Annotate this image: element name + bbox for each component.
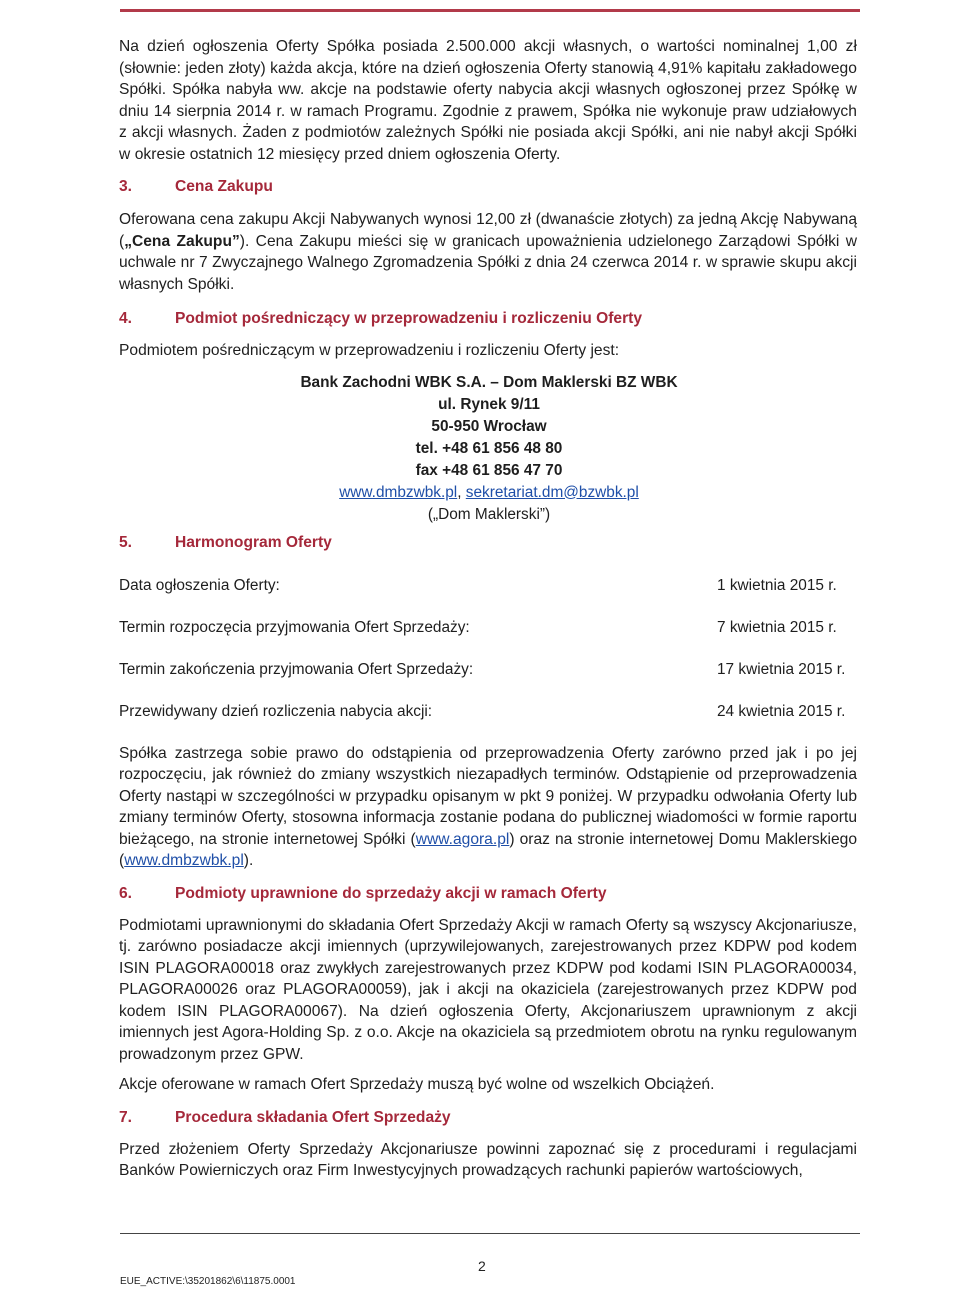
section-title: Podmiot pośredniczący w przeprowadzeniu i rozliczeniu Oferty: [175, 310, 643, 327]
top-rule: [120, 9, 860, 12]
text-run: Spółka zastrzega sobie prawo do odstąpienia od przeprowadzenia Oferty zarówno przed jak i po jej rozpoczęciu, jak również do zmiany wszystkich niezapadłych terminów. Odstąpienie od przeprowadzenia Oferty nastąpi w szczególności w przypadku opisanym w pkt 9 poniżej. W przypadku odwołania Oferty lub zmiany terminów Oferty, stosowna informacja zostanie podana do publicznej wiadomości w formie raportu bieżącego, na stronie internetowej Spółki (: [119, 744, 857, 848]
text-run: ).: [243, 852, 254, 869]
section-6-paragraph: Podmiotami uprawnionymi do składania Ofert Sprzedaży Akcji w ramach Oferty są wszyscy Akcjonariusze, tj. zarówno posiadacze akcji imiennych (uprzywilejowanych, zarejestrowanych przez KDPW pod kodem ISIN PLAGORA00018 oraz zwykłych zarejestrowanych przez KDPW pod kodami ISIN PLAGORA00034, PLAGORA00026 oraz PLAGORA00059), jak i akcji na okaziciela (zarejestrowanych przez KDPW pod kodem ISIN PLAGORA00067). Na dzień ogłoszenia Oferty, Akcjonariuszem uprawnionym z akcji imiennych jest Agora-Holding Sp. z o.o. Akcje na okaziciela są przedmiotem obrotu na rynku regulowanym prowadzonym przez GPW.: [119, 916, 857, 1063]
section-7-paragraph: Przed złożeniem Oferty Sprzedaży Akcjonariusze powinni zapoznać się z procedurami i regulacjami Banków Powierniczych oraz Firm Inwestycyjnych prowadzących rachunki papierów wartościowych,: [119, 1140, 857, 1179]
broker-address: [299, 372, 679, 526]
broker-name: Bank Zachodni WBK S.A. – Dom Maklerski BZ WBK: [300, 373, 678, 391]
intro-paragraph: Na dzień ogłoszenia Oferty Spółka posiada 2.500.000 akcji własnych, o wartości nominalnej 1,00 zł (słownie: jeden złoty) każda akcja, które na dzień ogłoszenia Oferty stanowią 4,91% kapitału zakładowego Spółki. Spółka nabyła ww. akcje na podstawie oferty nabycia akcji własnych ogłoszonej przez Spółkę w dniu 14 sierpnia 2014 r. w ramach Programu. Zgodnie z prawem, Spółka nie wykonuje praw udziałowych z akcji własnych. Żaden z podmiotów zależnych Spółki nie posiada akcji Spółki, ani nie nabył akcji Spółki w okresie ostatnich 12 miesięcy przed dniem ogłoszenia Oferty.: [119, 38, 857, 163]
section-4-heading: [119, 308, 857, 330]
schedule-date: 7 kwietnia 2015 r.: [717, 618, 837, 636]
schedule-label: Data ogłoszenia Oferty:: [119, 576, 280, 594]
separator: ,: [457, 483, 466, 501]
section-number: 4.: [119, 310, 133, 327]
section-4-paragraph: Podmiotem pośredniczącym w przeprowadzeniu i rozliczeniu Oferty jest:: [119, 342, 620, 359]
defined-term: „Cena Zakupu”: [124, 232, 240, 250]
section-3-paragraph: [119, 209, 857, 295]
broker-street: ul. Rynek 9/11: [438, 395, 540, 413]
section-title: Podmioty uprawnione do sprzedaży akcji w ramach Oferty: [175, 884, 607, 902]
agora-website-link[interactable]: www.agora.pl: [415, 830, 510, 848]
broker-website-link[interactable]: www.dmbzwbk.pl: [124, 852, 244, 869]
document-code: EUE_ACTIVE:\35201862\6\11875.0001: [120, 1276, 296, 1287]
schedule-date: 1 kwietnia 2015 r.: [717, 576, 837, 594]
schedule-label: Przewidywany dzień rozliczenia nabycia akcji:: [119, 702, 433, 720]
schedule-row: [119, 617, 857, 659]
schedule-date: 24 kwietnia 2015 r.: [717, 702, 846, 720]
section-number: 7.: [119, 1108, 133, 1126]
text-run: Oferowana cena zakupu Akcji Nabywanych wynosi 12,00 zł (dwanaście złotych) za jedną Akcję Nabywaną (: [119, 211, 857, 250]
section-title: Cena Zakupu: [175, 178, 273, 195]
schedule-date: 17 kwietnia 2015 r.: [717, 660, 846, 678]
section-number: 3.: [119, 178, 133, 195]
section-5-paragraph: [119, 743, 857, 872]
section-6-heading: [119, 883, 857, 905]
bottom-rule: [120, 1233, 860, 1234]
schedule-row: [119, 575, 857, 617]
broker-tel: tel. +48 61 856 48 80: [415, 439, 563, 457]
section-number: 5.: [119, 533, 133, 551]
section-7-heading: [119, 1107, 857, 1129]
broker-website-link[interactable]: www.dmbzwbk.pl: [339, 483, 458, 501]
section-title: Harmonogram Oferty: [175, 533, 332, 551]
section-title: Procedura składania Ofert Sprzedaży: [175, 1108, 451, 1126]
section-5-heading: [119, 532, 857, 554]
page-number: 2: [478, 1258, 486, 1274]
section-3-heading: [119, 176, 857, 198]
section-6-paragraph-2: Akcje oferowane w ramach Ofert Sprzedaży muszą być wolne od wszelkich Obciążeń.: [119, 1076, 715, 1093]
schedule-label: Termin zakończenia przyjmowania Ofert Sprzedaży:: [119, 660, 474, 678]
broker-fax: fax +48 61 856 47 70: [415, 461, 563, 479]
schedule-label: Termin rozpoczęcia przyjmowania Ofert Sprzedaży:: [119, 618, 470, 636]
document-body: [119, 36, 857, 1182]
broker-email-link[interactable]: sekretariat.dm@bzwbk.pl: [465, 483, 639, 501]
schedule-row: [119, 701, 857, 731]
broker-alias: („Dom Maklerski”): [427, 505, 551, 523]
text-run: ). Cena Zakupu mieści się w granicach upoważnienia udzielonego Zarządowi Spółki w uchwale nr 7 Zwyczajnego Walnego Zgromadzenia Spółki z dnia 24 czerwca 2014 r. w sprawie skupu akcji własnych Spółki.: [119, 232, 857, 293]
section-number: 6.: [119, 884, 133, 902]
broker-contacts: [299, 482, 679, 504]
schedule-row: [119, 659, 857, 701]
schedule-table: [119, 575, 857, 731]
text-run: ) oraz na stronie internetowej Domu Maklerskiego (: [119, 830, 858, 869]
broker-city: 50-950 Wrocław: [431, 417, 547, 435]
